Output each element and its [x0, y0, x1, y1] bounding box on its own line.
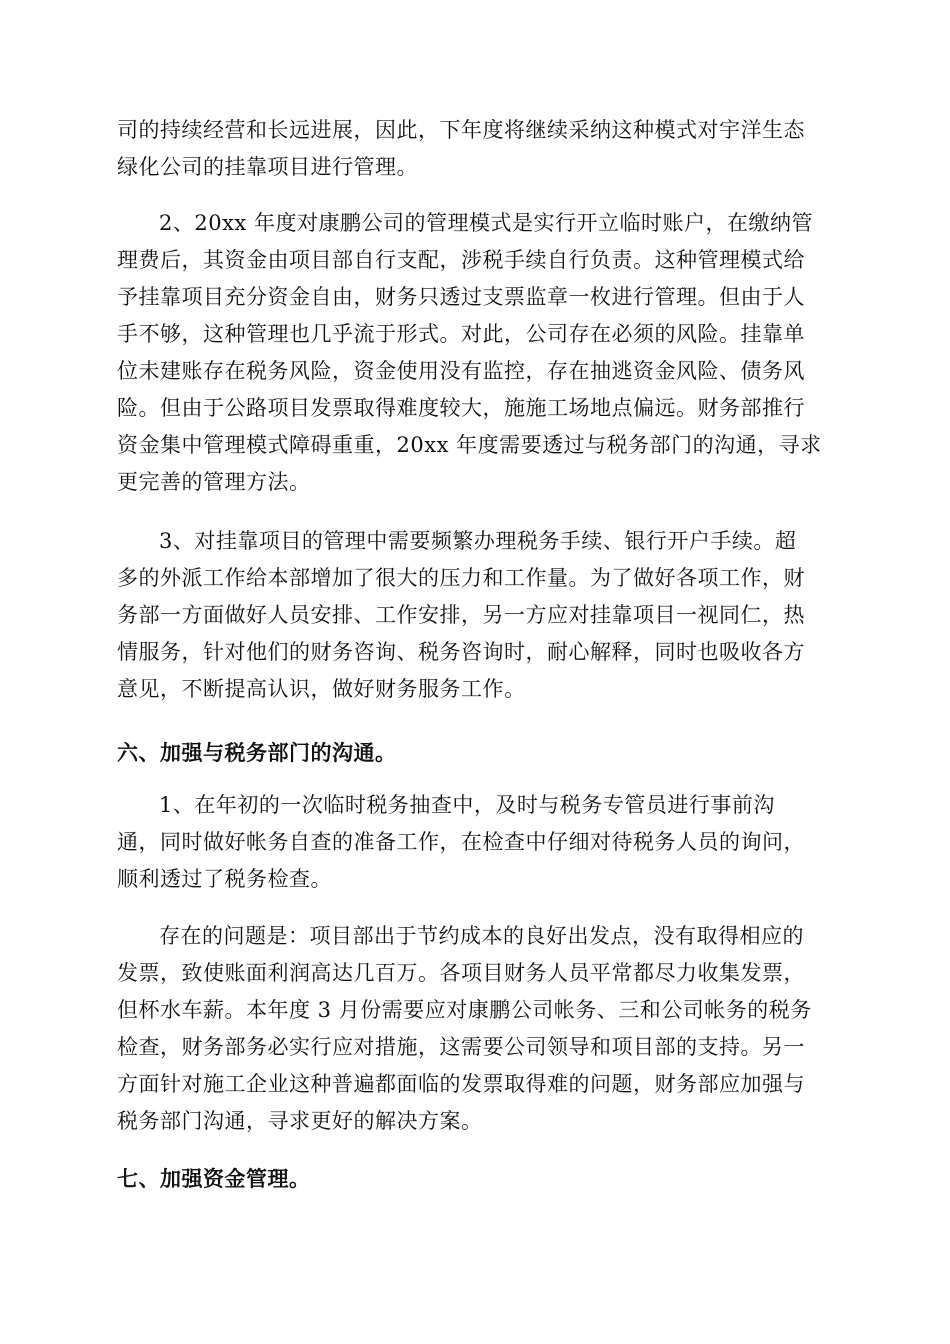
text-line: 更完善的管理方法。: [117, 470, 311, 494]
text-line: 多的外派工作给本部增加了很大的压力和工作量。为了做好各项工作，财: [117, 566, 805, 590]
paragraph-item-3: [117, 523, 837, 708]
text-line: 司的持续经营和长远进展，因此，下年度将继续采纳这种模式对宇洋生态: [117, 118, 805, 142]
section-heading-6: 六、加强与税务部门的沟通。: [117, 741, 397, 765]
section-heading-7: 七、加强资金管理。: [117, 1167, 311, 1191]
text-line: 2、20xx 年度对康鹏公司的管理模式是实行开立临时账户，在缴纳管: [159, 211, 813, 235]
text-line: 手不够，这种管理也几乎流于形式。对此，公司存在必须的风险。挂靠单: [117, 322, 805, 346]
text-line: 1、在年初的一次临时税务抽查中，及时与税务专管员进行事前沟: [159, 793, 775, 817]
text-line: 位未建账存在税务风险，资金使用没有监控，存在抽逃资金风险、债务风: [117, 359, 805, 383]
paragraph-continuation: [117, 112, 837, 186]
text-line: 绿化公司的挂靠项目进行管理。: [117, 155, 418, 179]
text-line: 意见，不断提高认识，做好财务服务工作。: [117, 677, 526, 701]
text-line: 3、对挂靠项目的管理中需要频繁办理税务手续、银行开户手续。超: [159, 529, 797, 553]
paragraph-problems: [117, 918, 837, 1140]
text-line: 存在的问题是：项目部出于节约成本的良好出发点，没有取得相应的: [159, 924, 804, 948]
text-line: 发票，致使账面利润高达几百万。各项目财务人员平常都尽力收集发票，: [117, 961, 805, 985]
text-line: 资金集中管理模式障碍重重，20xx 年度需要透过与税务部门的沟通，寻求: [117, 433, 822, 457]
text-line: 理费后，其资金由项目部自行支配，涉税手续自行负责。这种管理模式给: [117, 248, 805, 272]
text-line: 务部一方面做好人员安排、工作安排，另一方应对挂靠项目一视同仁，热: [117, 603, 805, 627]
text-line: 税务部门沟通，寻求更好的解决方案。: [117, 1109, 483, 1133]
text-line: 予挂靠项目充分资金自由，财务只透过支票监章一枚进行管理。但由于人: [117, 285, 805, 309]
text-line: 方面针对施工企业这种普遍都面临的发票取得难的问题，财务部应加强与: [117, 1072, 805, 1096]
text-line: 检查，财务部务必实行应对措施，这需要公司领导和项目部的支持。另一: [117, 1035, 805, 1059]
paragraph-section-6-item-1: [117, 787, 837, 898]
text-line: 情服务，针对他们的财务咨询、税务咨询时，耐心解释，同时也吸收各方: [117, 640, 805, 664]
text-line: 险。但由于公路项目发票取得难度较大，施施工场地点偏远。财务部推行: [117, 396, 805, 420]
text-line: 顺利透过了税务检查。: [117, 867, 332, 891]
text-line: 通，同时做好帐务自查的准备工作，在检查中仔细对待税务人员的询问，: [117, 830, 805, 854]
paragraph-item-2: [117, 205, 837, 501]
text-line: 但杯水车薪。本年度 3 月份需要应对康鹏公司帐务、三和公司帐务的税务: [117, 998, 812, 1022]
